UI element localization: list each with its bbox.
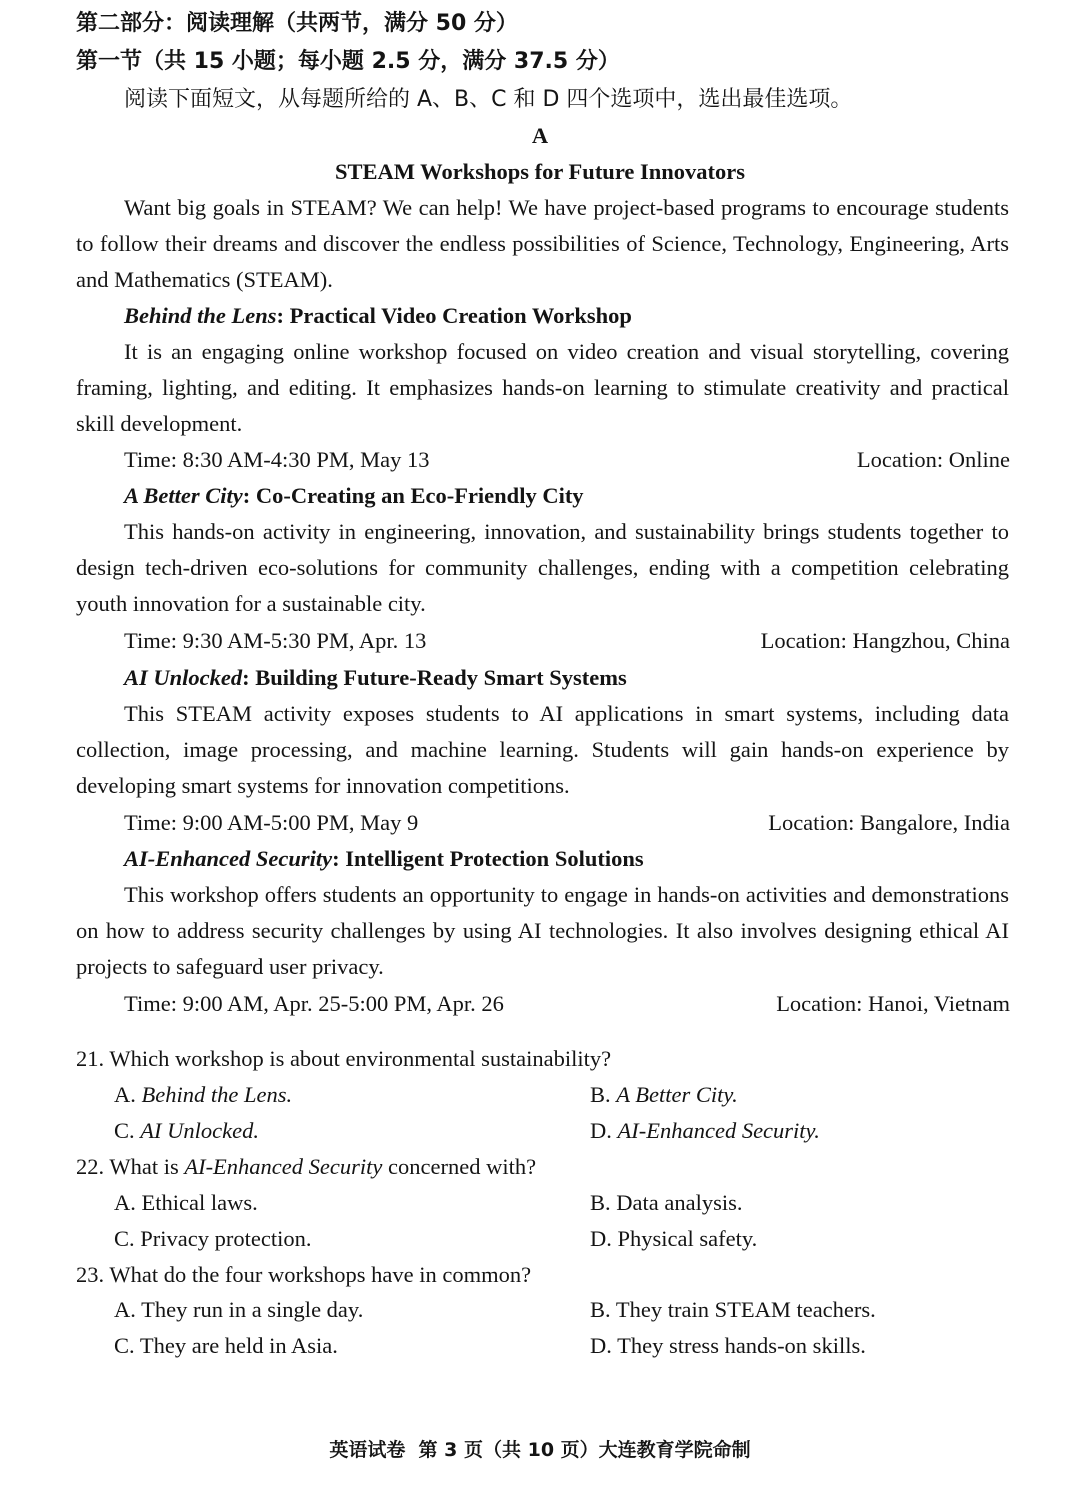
option-text: AI Unlocked. [140,1118,259,1143]
option-c [114,1328,338,1364]
workshop-heading [124,660,627,696]
option-letter: B. [590,1190,611,1215]
workshop-info [124,623,1010,659]
option-b [590,1185,742,1221]
option-letter: D. [590,1226,612,1251]
passage-title: STEAM Workshops for Future Innovators [334,159,746,184]
section-title: 第一节（共 15 小题；每小题 2.5 分，满分 37.5 分） [76,49,620,74]
option-text: They run in a single day. [141,1297,364,1322]
workshop-subtitle: : Building Future-Ready Smart Systems [242,665,627,690]
option-text: A Better City. [616,1082,738,1107]
option-text: They stress hands-on skills. [617,1333,866,1358]
instruction: 阅读下面短文，从每题所给的 A、B、C 和 D 四个选项中，选出最佳选项。 [124,87,853,112]
option-b [590,1292,876,1328]
option-letter: D. [590,1118,612,1143]
option-text: Behind the Lens. [141,1082,293,1107]
question-stem-suffix: concerned with? [382,1154,537,1179]
workshop-subtitle: : Intelligent Protection Solutions [332,846,644,871]
option-letter: C. [114,1118,135,1143]
option-letter: C. [114,1333,135,1358]
workshop-time: Time: 8:30 AM-4:30 PM, May 13 [124,447,430,472]
option-c [114,1221,311,1257]
option-d [590,1113,820,1149]
workshop-name: AI Unlocked [124,665,243,690]
workshop-time: Time: 9:00 AM, Apr. 25-5:00 PM, Apr. 26 [124,991,504,1016]
question-stem: 23. What do the four workshops have in common? [76,1262,532,1287]
option-letter: A. [114,1082,136,1107]
workshop-subtitle: : Practical Video Creation Workshop [276,303,632,328]
option-c [114,1113,259,1149]
workshop-location: Location: Hangzhou, China [760,628,1010,653]
option-b [590,1077,738,1113]
workshop-description: This STEAM activity exposes students to AI applications in smart systems, including data collection, image processing, and machine learning. Students will gain hands-on experience by developing smart systems for innovation competitions. [76,701,1009,799]
option-text: Physical safety. [617,1226,758,1251]
question-stem-italic: AI-Enhanced Security [184,1154,383,1179]
workshop-description: This workshop offers students an opportunity to engage in hands-on activities and demonstrations on how to address security challenges by using AI technologies. It also involves designing ethical AI projects to safeguard user privacy. [76,882,1009,980]
question-stem [76,1149,536,1185]
option-letter: C. [114,1226,135,1251]
workshop-name: A Better City [124,483,243,508]
option-letter: A. [114,1190,136,1215]
workshop-heading [124,478,584,514]
workshop-name: AI-Enhanced Security [124,846,333,871]
option-a [114,1077,292,1113]
option-text: Ethical laws. [141,1190,258,1215]
option-text: Data analysis. [616,1190,743,1215]
option-text: Privacy protection. [140,1226,312,1251]
workshop-info [124,805,1010,841]
workshop-location: Location: Online [856,447,1010,472]
option-a [114,1185,258,1221]
workshop-location: Location: Bangalore, India [768,810,1010,835]
option-d [590,1221,757,1257]
option-text: AI-Enhanced Security. [617,1118,820,1143]
workshop-time: Time: 9:00 AM-5:00 PM, May 9 [124,810,419,835]
page-footer: 英语试卷 第 3 页（共 10 页）大连教育学院命制 [329,1439,751,1461]
workshop-name: Behind the Lens [124,303,277,328]
option-text: They train STEAM teachers. [615,1297,876,1322]
question-stem: 21. Which workshop is about environmental sustainability? [76,1046,612,1071]
passage-letter: A [531,123,549,148]
workshop-subtitle: : Co-Creating an Eco-Friendly City [242,483,584,508]
part-title: 第二部分：阅读理解（共两节，满分 50 分） [76,11,518,36]
option-letter: B. [590,1297,611,1322]
workshop-location: Location: Hanoi, Vietnam [776,991,1010,1016]
option-letter: B. [590,1082,611,1107]
workshop-heading [124,298,632,334]
option-letter: A. [114,1297,136,1322]
option-text: They are held in Asia. [139,1333,338,1358]
workshop-info [124,442,1010,478]
workshop-info [124,986,1010,1022]
workshop-heading [124,841,644,877]
workshop-time: Time: 9:30 AM-5:30 PM, Apr. 13 [124,628,427,653]
option-d [590,1328,866,1364]
passage-intro: Want big goals in STEAM? We can help! We have project-based programs to encourage students to follow their dreams and discover the endless possibilities of Science, Technology, Engineering, Arts and Mathematics (STEAM). [76,195,1009,293]
option-letter: D. [590,1333,612,1358]
option-a [114,1292,363,1328]
workshop-description: It is an engaging online workshop focused on video creation and visual storytelling, covering framing, lighting, and editing. It emphasizes hands-on learning to stimulate creativity and practical skill development. [76,339,1009,437]
workshop-description: This hands-on activity in engineering, innovation, and sustainability brings students together to design tech-driven eco-solutions for community challenges, ending with a competition celebrating youth innovation for a sustainable city. [76,519,1009,617]
question-stem-prefix: 22. What is [76,1154,185,1179]
